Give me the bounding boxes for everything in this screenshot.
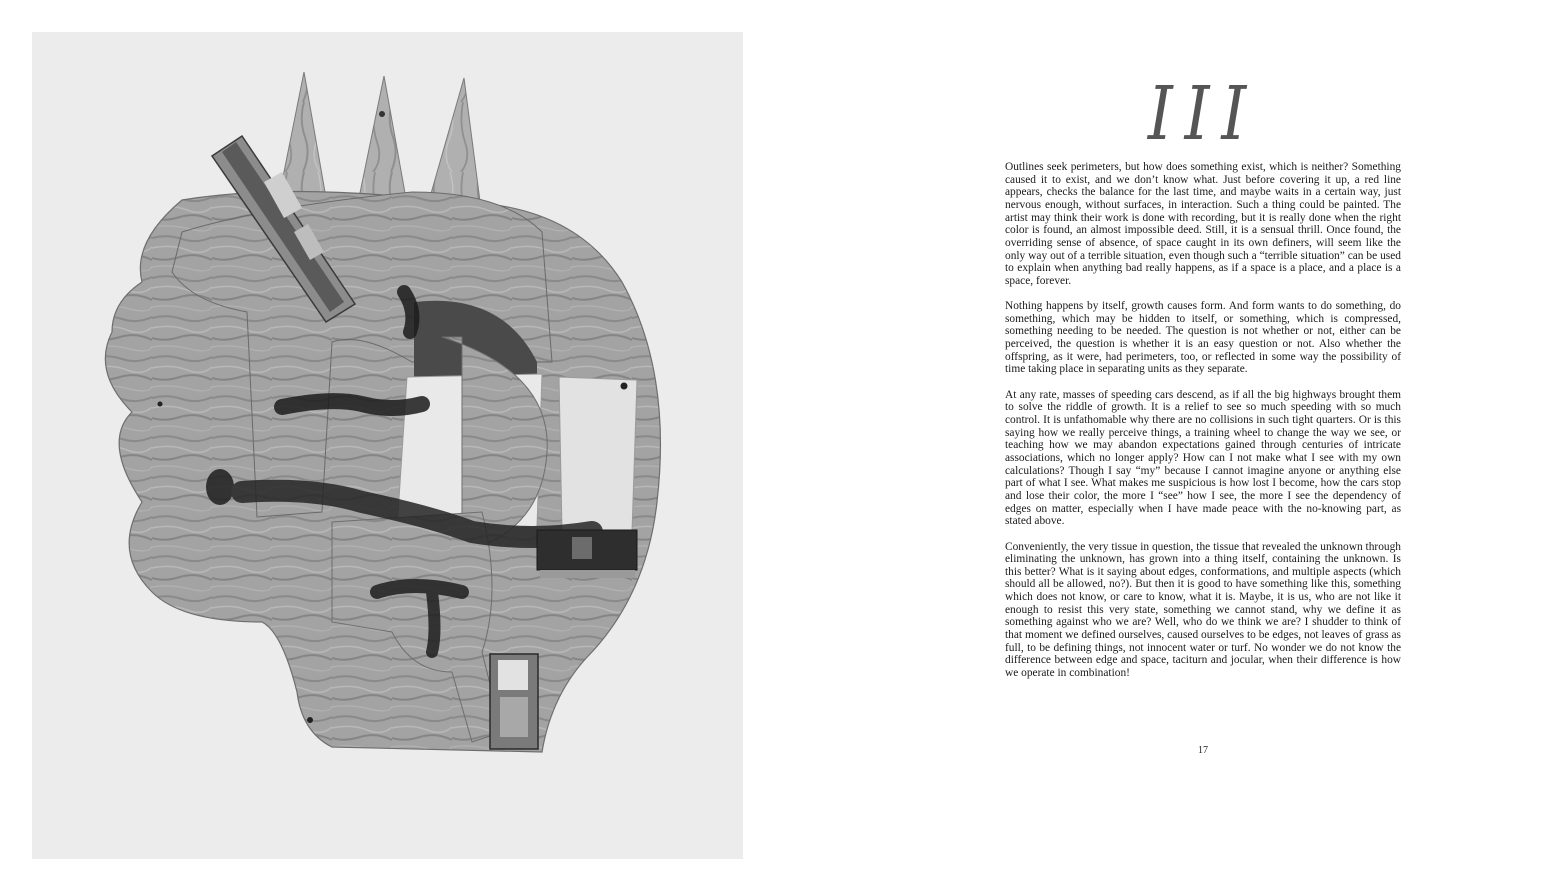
page-number: 17 bbox=[1198, 745, 1208, 756]
paragraph: Conveniently, the very tissue in question, the tissue that revealed the unknown through eliminating the unknown, has grown into a thing itself, containing the unknown. Is this better? What is it saying about edges, conformations, and multiple aspects (which should all be allowed, no?). But then it is good to have something like this, something which does not know, or care to know, what it is. Maybe, it is us, who are not like it enough to resist this very state, something we cannot stand, why we define it as something against who we are? Well, who do we think we are? I shudder to think of that moment we defined ourselves, caused ourselves to be edges, not leaves of grass as full, to be defining things, not innocent water or turf. No wonder we do not know the difference between edge and space, taciturn and jocular, when their difference is how we operate in combination! bbox=[1005, 540, 1401, 680]
paragraph: Outlines seek perimeters, but how does something exist, which is neither? Something caused it to exist, and we don’t know what. Just before covering it up, a red line appears, checks the balance for the last time, and maybe waits in a certain way, just nervous enough, without surfaces, in interaction. Such a thing could be painted. The artist may think their work is done with recording, but it is really done when the right color is found, an almost impossible deed. Still, it is a sensual thrill. Once found, the overriding sense of absence, of space caught in its own definers, will seem like the only way out of a terrible situation, even though such a “terrible situation” can be used to explain when anything bad really happens, as if a space is a place, and a place is a space, forever. bbox=[1005, 161, 1401, 287]
screw-dot bbox=[158, 402, 163, 407]
screw-dot bbox=[307, 717, 313, 723]
white-panel-right bbox=[559, 377, 637, 532]
chapter-numeral: III bbox=[1147, 71, 1259, 157]
body-text-column bbox=[1005, 161, 1401, 692]
paragraph: At any rate, masses of speeding cars descend, as if all the big highways brought them to solve the riddle of growth. It is a relief to see so much speeding with so much control. It is unfathomable why there are no collisions in such tight quarters. Or is this saying how we really perceive things, a training wheel to change the way we see, or teaching how we may abandon expectations gained through centuries of intricate associations, which no longer apply? How can I not make what I see with my own calculations? Though I say “my” because I cannot imagine anyone or anything else part of what I see. What makes me suspicious is how lost I become, how the cars stop and lose their color, the more I “see” how I see, the more I see the dependency of edges on matter, especially when I have made peace with the no-knowing part, as stated above. bbox=[1005, 388, 1401, 528]
metal-box-bottom bbox=[490, 654, 538, 749]
paragraph: Nothing happens by itself, growth causes form. And form wants to do something, do something, which may be hidden to itself, or something, which is compressed, something needing to be needed. The question is not whether or not, either can be perceived, the question is whether it is an easy question or not. Also whether the offspring, as it were, had perimeters, too, or reflected in some way the possibility of time taking place in separating units as they separate. bbox=[1005, 300, 1401, 376]
metal-box-right bbox=[537, 530, 637, 578]
artwork-photograph bbox=[32, 32, 743, 859]
plywood-sculpture-image bbox=[32, 32, 743, 859]
